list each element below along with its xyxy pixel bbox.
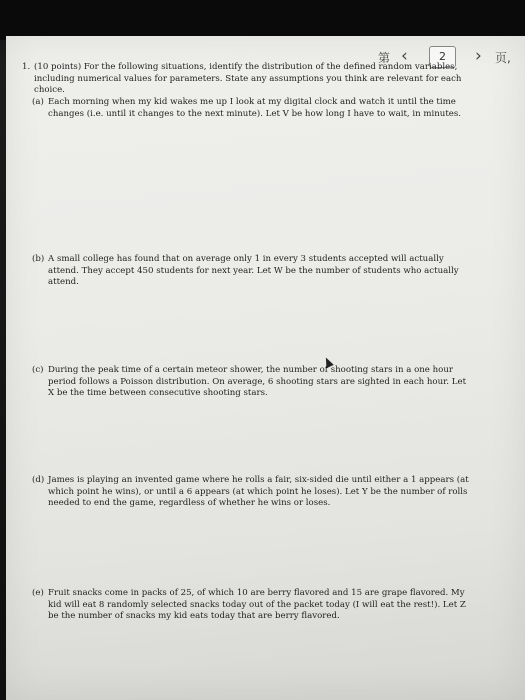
question-intro-text: (10 points) For the following situations, identify the distribution of the defined random variables, including numerical values for parameters. State any assumptions you think are relevant for each choice. [34,62,462,96]
page-number-input[interactable]: 2 [429,46,456,68]
part-a [32,97,474,120]
previous-page-button[interactable]: ‹ [401,46,408,66]
next-page-button[interactable]: › [475,46,482,66]
part-b-text: A small college has found that on average only 1 in every 3 students accepted will actually attend. They accept 450 students for next year. Let W be the number of students who actually attend. [48,254,459,288]
part-b-label: (b) [32,254,45,264]
part-c [32,365,474,400]
part-c-text: During the peak time of a certain meteor shower, the number of shooting stars in a one hour period follows a Poisson distribution. On average, 6 shooting stars are sighted in each hour. Let X be the time between consecutive shooting stars. [48,365,467,399]
part-a-text: Each morning when my kid wakes me up I look at my digital clock and watch it until the time changes (i.e. until it changes to the next minute). Let V be how long I have to wait, in minutes. [48,97,462,119]
part-d [32,475,477,510]
part-b [32,254,474,289]
part-a-label: (a) [32,97,44,107]
part-d-text: James is playing an invented game where he rolls a fair, six-sided die until either a 1 appears (at which point he wins), or until a 6 appears (at which point he loses). Let Y be the number of rolls needed to end the game, regardless of whether he wins or loses. [48,475,469,509]
question-number: 1. [22,62,31,72]
question-intro [22,62,477,97]
part-e-label: (e) [32,588,44,598]
part-e [32,588,479,623]
part-e-text: Fruit snacks come in packs of 25, of which 10 are berry flavored and 15 are grape flavored. My kid will eat 8 randomly selected snacks today out of the packet today (I will eat the rest!). Let Z be the number of snacks my kid eats today that are berry flavored. [48,588,466,622]
question-content [22,62,477,97]
part-d-label: (d) [32,475,45,485]
page-label-suffix: 页, [495,51,511,65]
screen-bezel [0,0,525,40]
part-c-label: (c) [32,365,44,375]
page-label-prefix: 第 [378,51,391,65]
